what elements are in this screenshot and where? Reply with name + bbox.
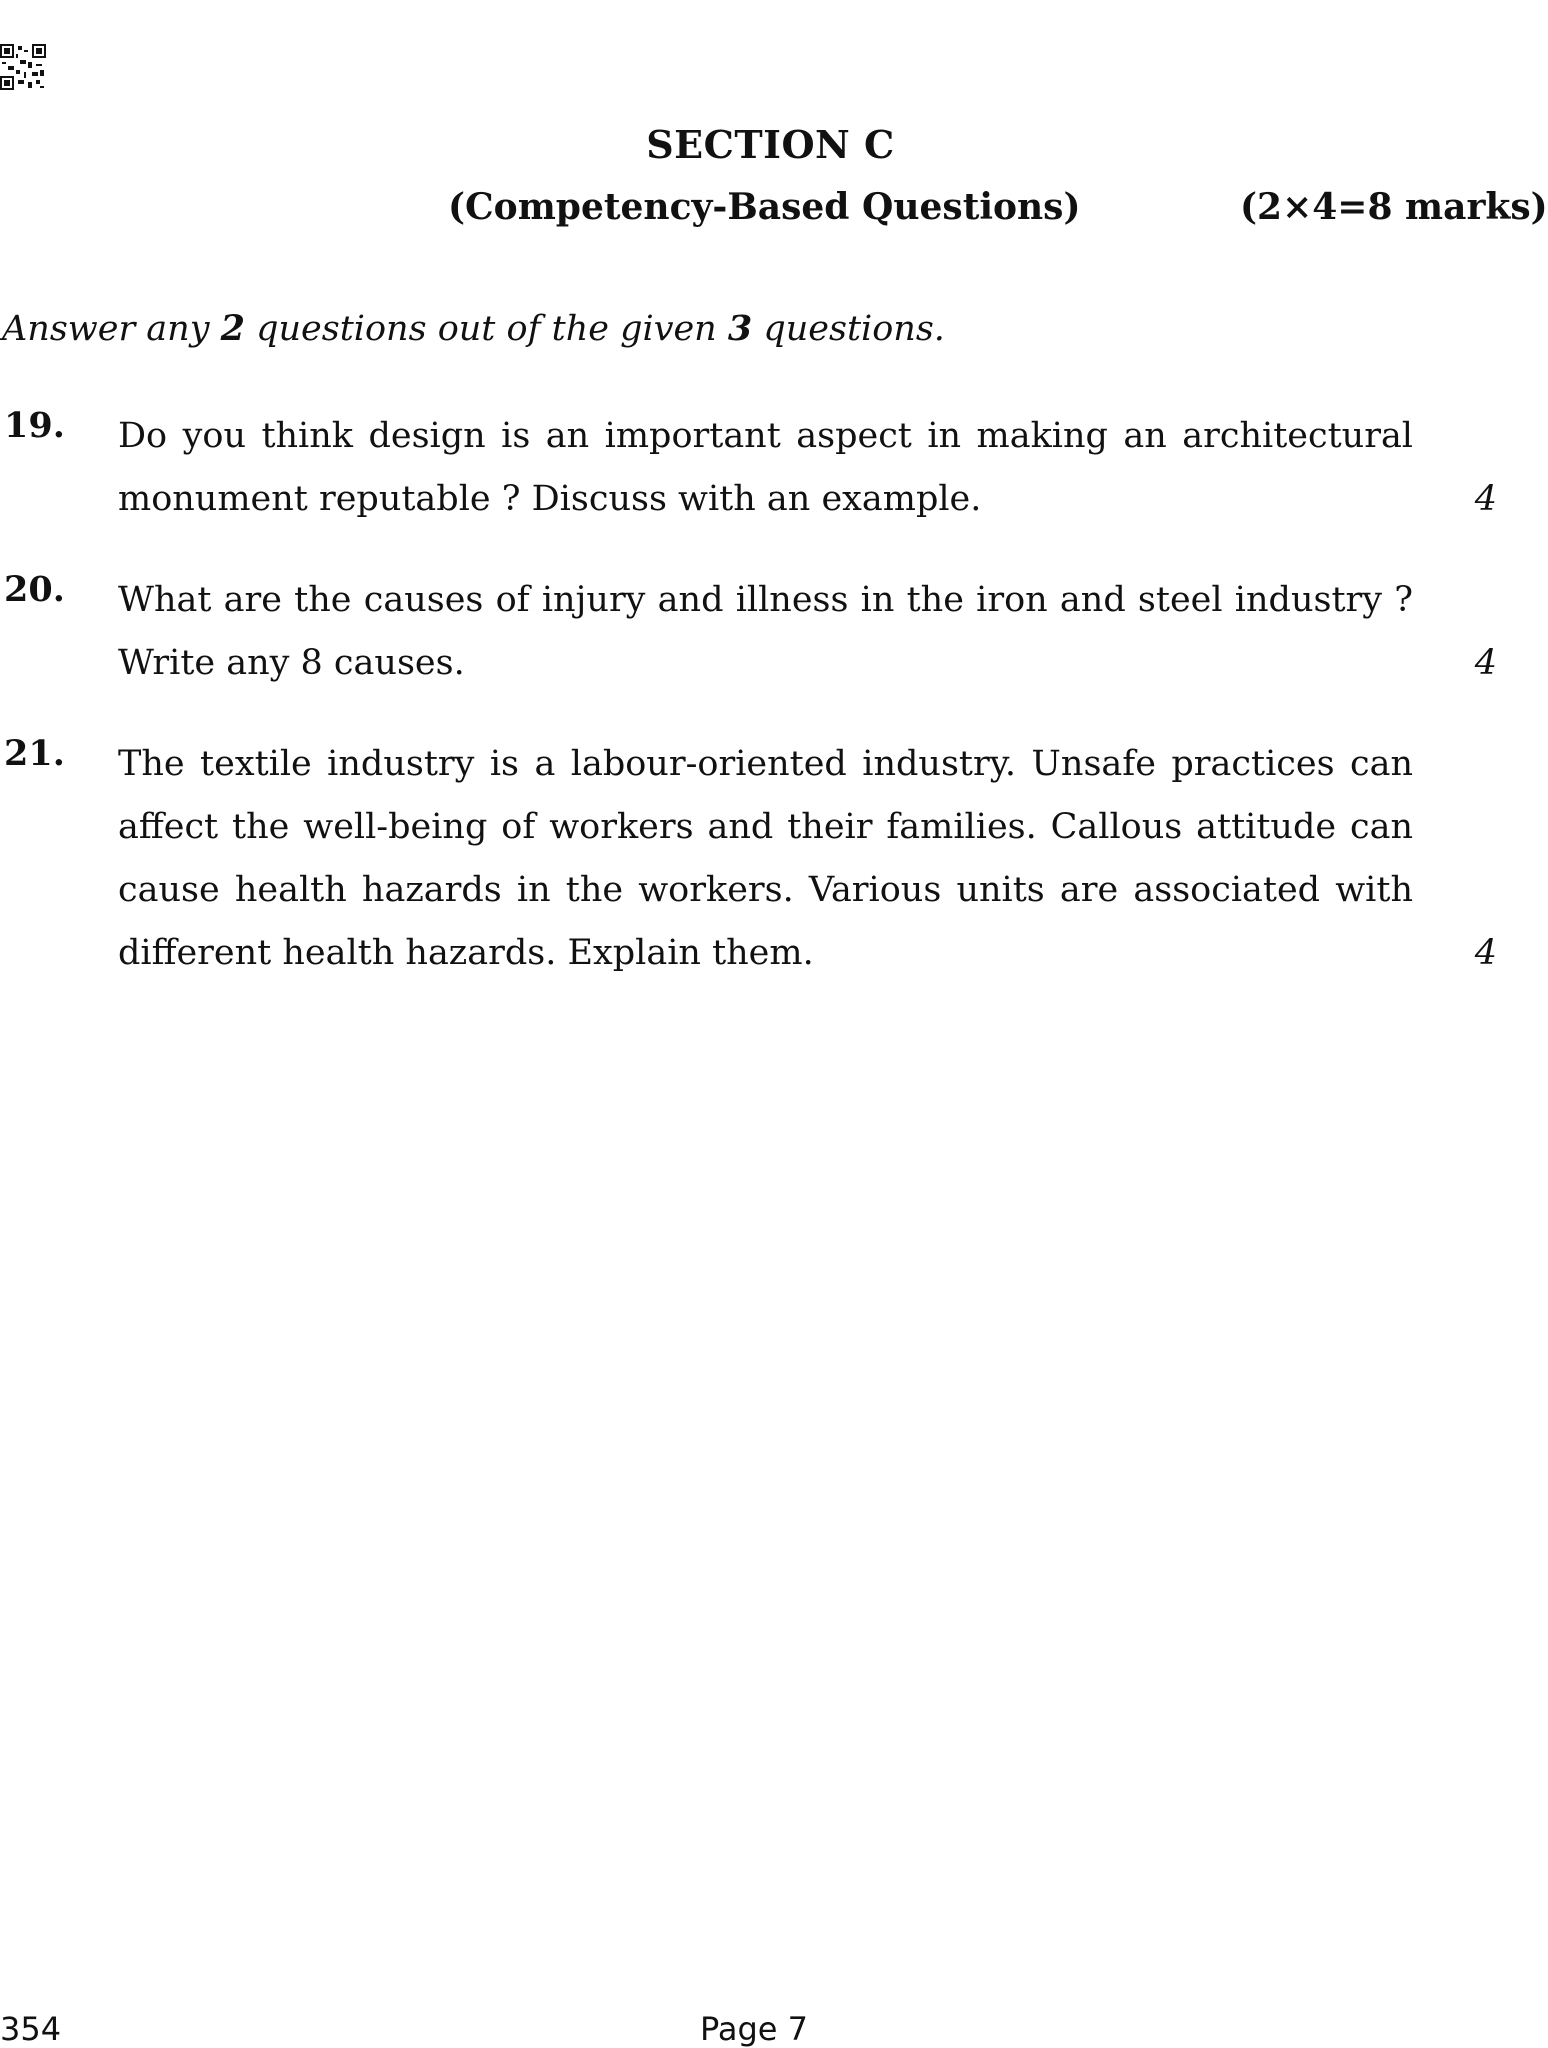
question-list (0, 405, 1505, 1023)
paper-code: 354 (0, 2010, 62, 2048)
question-number: 21. (4, 733, 65, 774)
question-21 (0, 733, 1505, 985)
question-19 (0, 405, 1505, 531)
question-20 (0, 569, 1505, 695)
question-text: Do you think design is an important aspect in making an architectural monument reputable ? Discuss with an example. (118, 416, 1413, 519)
page-number: Page 7 (700, 2010, 808, 2048)
question-marks: 4 (1474, 643, 1497, 683)
qr-code-icon (0, 44, 46, 90)
question-marks: 4 (1474, 933, 1497, 973)
question-text: The textile industry is a labour-oriented industry. Unsafe practices can affect the well-being of workers and their families. Callous attitude can cause health hazards in the workers. Various units are associated with different health hazards. Explain them. (118, 744, 1413, 973)
total-count: 3 (727, 308, 753, 349)
question-text: What are the causes of injury and illness in the iron and steel industry ? Write any 8 causes. (118, 580, 1413, 683)
instruction-text: Answer any 2 questions out of the given 3 questions. (2, 308, 945, 349)
answer-count: 2 (220, 308, 245, 349)
section-subtitle: (Competency-Based Questions) (448, 186, 1081, 228)
question-number: 20. (4, 569, 65, 610)
section-marks: (2×4=8 marks) (1240, 186, 1548, 228)
question-number: 19. (4, 405, 65, 446)
section-title: SECTION C (646, 122, 895, 167)
question-marks: 4 (1474, 479, 1497, 519)
